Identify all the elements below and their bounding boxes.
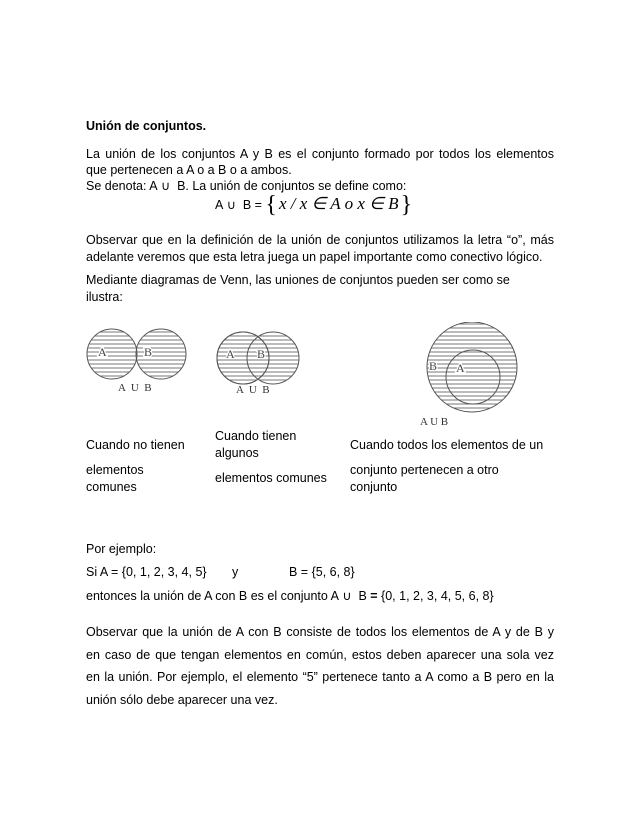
closing-paragraph <box>86 621 554 711</box>
observation-line-1: Observar que en la definición de la unión de conjuntos utilizamos la letra “o”, más <box>86 233 554 247</box>
venn-subset-circle-b <box>427 322 517 412</box>
caption-col1-bottom <box>86 462 144 496</box>
example-union-result: {0, 1, 2, 3, 4, 5, 6, 8} <box>377 589 494 603</box>
observation-line-2: adelante veremos que esta letra juega un papel importante como conectivo lógico. <box>86 250 543 264</box>
venn-intro-line-1: Mediante diagramas de Venn, las uniones de conjuntos pueden ser como se <box>86 273 510 287</box>
example-union-b: B <box>354 589 371 603</box>
caption-col3-top: Cuando todos los elementos de un <box>350 438 544 452</box>
formula-open-brace: { <box>265 192 277 218</box>
observation-paragraph <box>86 232 554 266</box>
caption-col3-bottom-line-2: conjunto <box>350 480 398 494</box>
caption-col2-top-line-1: Cuando tienen <box>215 429 297 443</box>
definition-line-1: La unión de los conjuntos A y B es el conjunto formado por todos los elementos <box>86 147 554 161</box>
formula-equals: B = <box>239 198 266 212</box>
caption-col1-bottom-line-1: elementos <box>86 463 144 477</box>
venn-intro-paragraph <box>86 272 554 306</box>
venn-subset-caption: A U B <box>420 416 449 428</box>
example-label: Por ejemplo: <box>86 542 157 556</box>
caption-col3-bottom-line-1: conjunto pertenecen a otro <box>350 463 499 477</box>
caption-col2-top-line-2: algunos <box>215 446 259 460</box>
example-set-a: Si A = {0, 1, 2, 3, 4, 5} <box>86 565 207 579</box>
definition-notation-suffix: B. La unión de conjuntos se define como: <box>173 179 407 193</box>
union-formula <box>215 192 412 219</box>
formula-close-brace: } <box>400 192 413 218</box>
section-title: Unión de conjuntos. <box>86 119 207 133</box>
venn-diagrams <box>80 322 560 434</box>
definition-notation-prefix: Se denota: A <box>86 179 158 193</box>
caption-col2-bottom: elementos comunes <box>215 471 327 485</box>
union-symbol: ∪ <box>161 179 171 193</box>
venn-disjoint-caption: A U B <box>118 382 152 394</box>
caption-col1-bottom-line-2: comunes <box>86 480 137 494</box>
formula-body: x / x ∈ A o x ∈ B <box>278 194 399 213</box>
closing-line-3: en la unión. Por ejemplo, el elemento “5” pertenece tanto a A como a B pero en la <box>86 670 554 684</box>
definition-line-2: que pertenecen a A o a B o a ambos. <box>86 163 292 177</box>
example-union-prefix: entonces la unión de A con B es el conjunto A <box>86 589 339 603</box>
venn-overlap-caption: A U B <box>236 384 270 396</box>
formula-set-builder <box>265 192 413 218</box>
venn-overlap-circle-b <box>247 332 299 384</box>
venn-subset-label-a: A <box>456 361 465 375</box>
closing-line-1: Observar que la unión de A con B consiste de todos los elementos de A y de B y <box>86 625 554 639</box>
closing-line-2: en caso de que tengan elementos en común, estos deben aparecer una sola vez <box>86 647 554 662</box>
venn-subset <box>420 322 517 428</box>
closing-line-4: unión sólo debe aparecer una vez. <box>86 692 278 707</box>
venn-disjoint-label-a: A <box>98 345 107 359</box>
caption-col2-top <box>215 428 296 462</box>
venn-disjoint-label-b: B <box>144 345 153 359</box>
formula-union-symbol: ∪ <box>226 198 236 212</box>
venn-overlap-label-b: B <box>257 347 266 361</box>
formula-set-a: A <box>215 198 224 212</box>
venn-disjoint <box>87 329 186 394</box>
venn-disjoint-circle-a <box>87 329 137 379</box>
example-union-symbol: ∪ <box>342 589 352 603</box>
example-union-equals: = <box>370 589 378 603</box>
definition-paragraph <box>86 146 554 194</box>
venn-subset-label-b: B <box>429 359 438 373</box>
venn-overlap-label-a: A <box>226 347 235 361</box>
example-conjunction: y <box>232 565 239 579</box>
example-union-line <box>86 588 494 603</box>
example-set-b: B = {5, 6, 8} <box>289 565 355 579</box>
caption-col3-bottom <box>350 462 499 496</box>
venn-overlap <box>217 332 299 396</box>
venn-intro-line-2: ilustra: <box>86 290 123 304</box>
caption-col1-top: Cuando no tienen <box>86 438 185 452</box>
